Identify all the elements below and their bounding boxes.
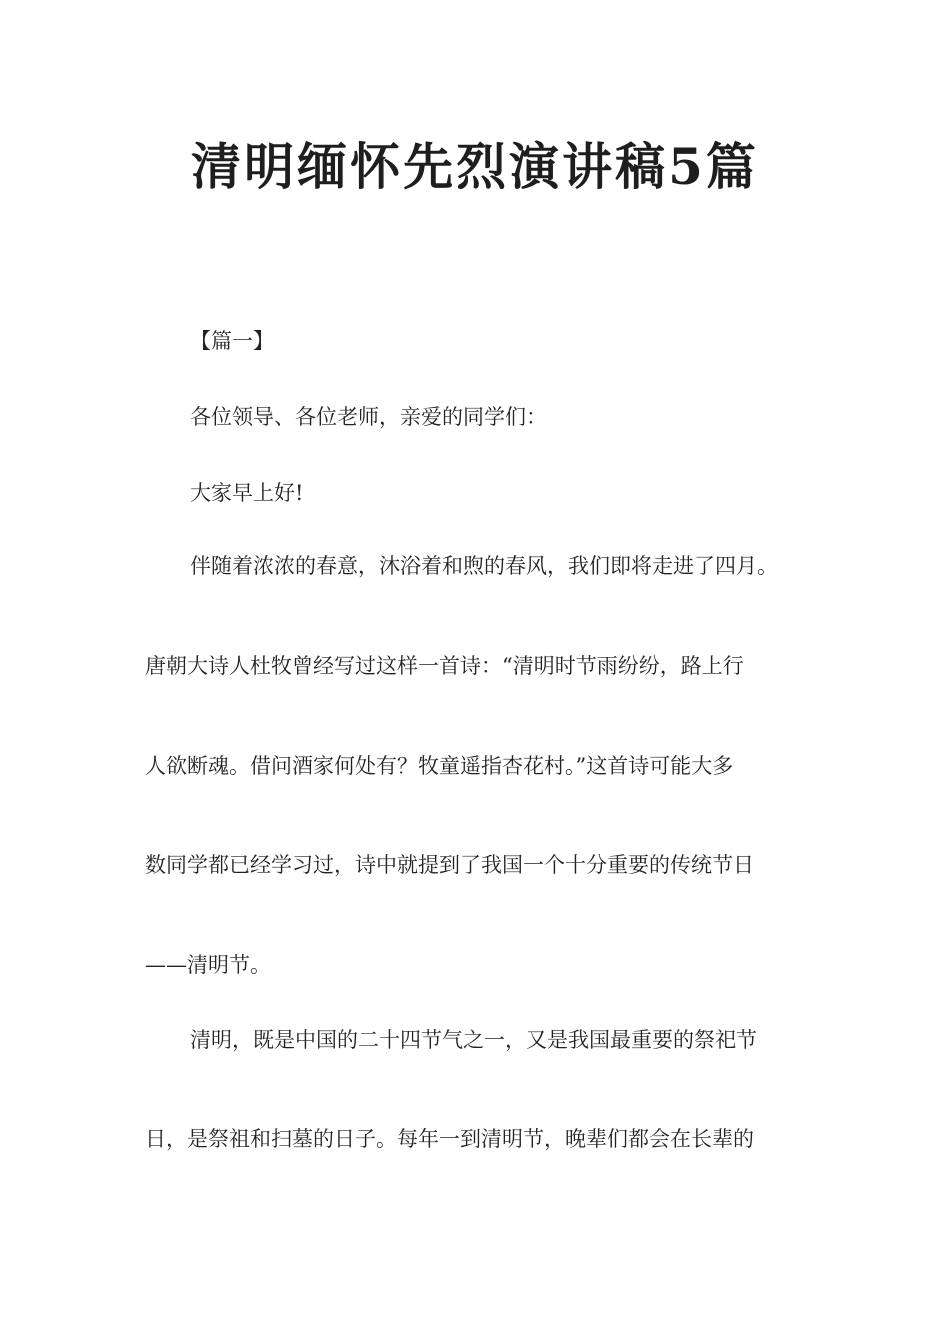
paragraph-line: 清明，既是中国的二十四节气之一，又是我国最重要的祭祀节 xyxy=(190,1028,757,1052)
paragraph-line: 伴随着浓浓的春意，沐浴着和煦的春风，我们即将走进了四月。 xyxy=(190,554,778,578)
greeting-line: 大家早上好! xyxy=(190,481,304,505)
salutation-line: 各位领导、各位老师，亲爱的同学们： xyxy=(190,405,547,429)
paragraph-line: 人欲断魂。借问酒家何处有？牧童遥指杏花村。”这首诗可能大多 xyxy=(145,754,734,778)
section-heading: 【篇一】 xyxy=(190,329,274,353)
paragraph-line: 日，是祭祖和扫墓的日子。每年一到清明节，晚辈们都会在长辈的 xyxy=(145,1127,754,1151)
paragraph-line: 唐朝大诗人杜牧曾经写过这样一首诗：“清明时节雨纷纷，路上行 xyxy=(145,654,744,678)
paragraph-line: 数同学都已经学习过，诗中就提到了我国一个十分重要的传统节日 xyxy=(145,853,754,877)
document-title: 清明缅怀先烈演讲稿5篇 xyxy=(191,137,759,196)
paragraph-line: ——清明节。 xyxy=(145,953,271,977)
